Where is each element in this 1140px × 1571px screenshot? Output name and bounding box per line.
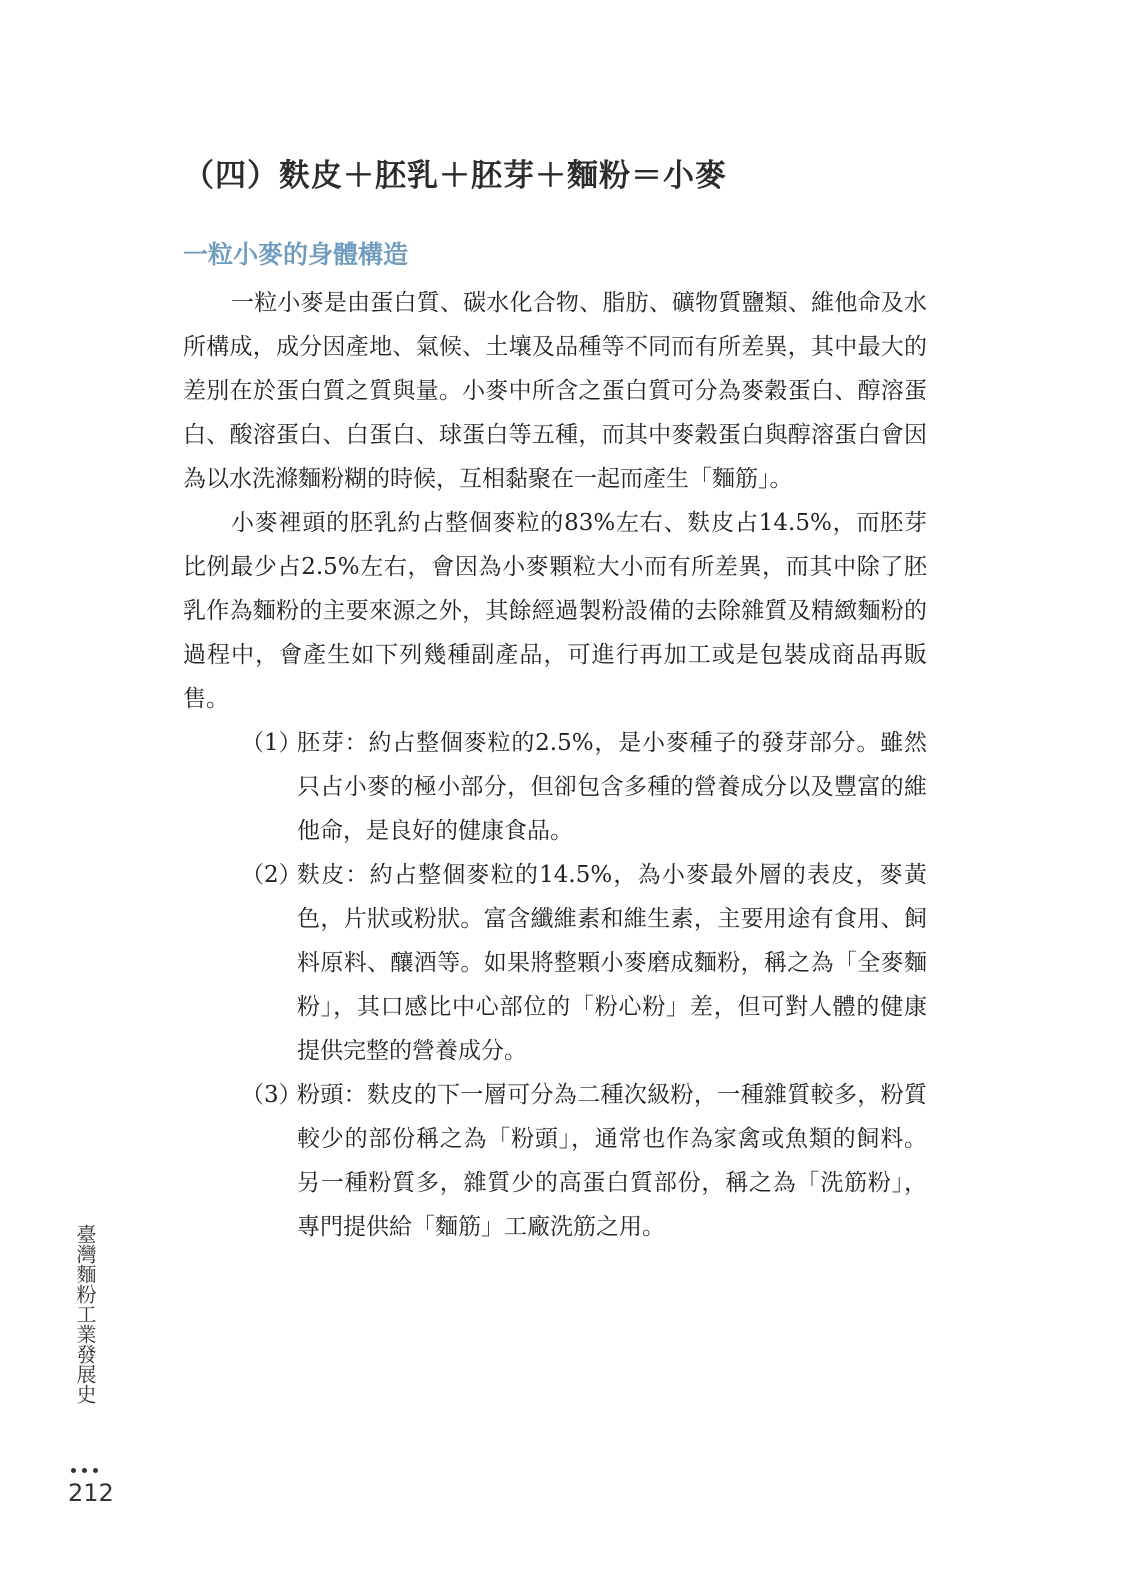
list-item-number: （1）: [241, 730, 302, 756]
dot-ornament: [82, 1468, 87, 1473]
running-book-title: 臺灣麵粉工業發展史: [73, 1224, 97, 1404]
list-item-flour-head: [241, 1073, 927, 1249]
page-dots-ornament: [71, 1468, 98, 1473]
body-text: [183, 281, 927, 1249]
dot-ornament: [93, 1468, 98, 1473]
list-item-text: 麩皮：約占整個麥粒的14.5%，為小麥最外層的表皮，麥黃色，片狀或粉狀。富含纖維素和維生素，主要用途有食用、飼料原料、釀酒等。如果將整顆小麥磨成麵粉，稱之為「全麥麵粉」，其口感比中心部位的「粉心粉」差，但可對人體的健康提供完整的營養成分。: [297, 862, 927, 1064]
page-number: 212: [68, 1479, 114, 1507]
list-item-bran: [241, 853, 927, 1073]
list-item-number: （2）: [241, 862, 302, 888]
subsection-title: 一粒小麥的身體構造: [183, 240, 409, 269]
list-item-text: 粉頭：麩皮的下一層可分為二種次級粉，一種雜質較多，粉質較少的部份稱之為「粉頭」，通常也作為家禽或魚類的飼料。另一種粉質多，雜質少的高蛋白質部份，稱之為「洗筋粉」，專門提供給「麵筋」工廠洗筋之用。: [297, 1082, 927, 1240]
dot-ornament: [71, 1468, 76, 1473]
list-item-germ: [241, 721, 927, 853]
paragraph: 一粒小麥是由蛋白質、碳水化合物、脂肪、礦物質鹽類、維他命及水所構成，成分因產地、氣候、土壤及品種等不同而有所差異，其中最大的差別在於蛋白質之質與量。小麥中所含之蛋白質可分為麥穀蛋白、醇溶蛋白、酸溶蛋白、白蛋白、球蛋白等五種，而其中麥穀蛋白與醇溶蛋白會因為以水洗滌麵粉糊的時候，互相黏聚在一起而產生「麵筋」。: [183, 290, 927, 492]
list-item-text: 胚芽：約占整個麥粒的2.5%，是小麥種子的發芽部分。雖然只占小麥的極小部分，但卻包含多種的營養成分以及豐富的維他命，是良好的健康食品。: [297, 730, 927, 844]
list-item-number: （3）: [241, 1082, 302, 1108]
section-title: （四）麩皮＋胚乳＋胚芽＋麵粉＝小麥: [183, 158, 727, 194]
paragraph: 小麥裡頭的胚乳約占整個麥粒的83%左右、麩皮占14.5%，而胚芽比例最少占2.5%左右，會因為小麥顆粒大小而有所差異，而其中除了胚乳作為麵粉的主要來源之外，其餘經過製粉設備的去除雜質及精緻麵粉的過程中，會產生如下列幾種副產品，可進行再加工或是包裝成商品再販售。: [183, 510, 927, 712]
